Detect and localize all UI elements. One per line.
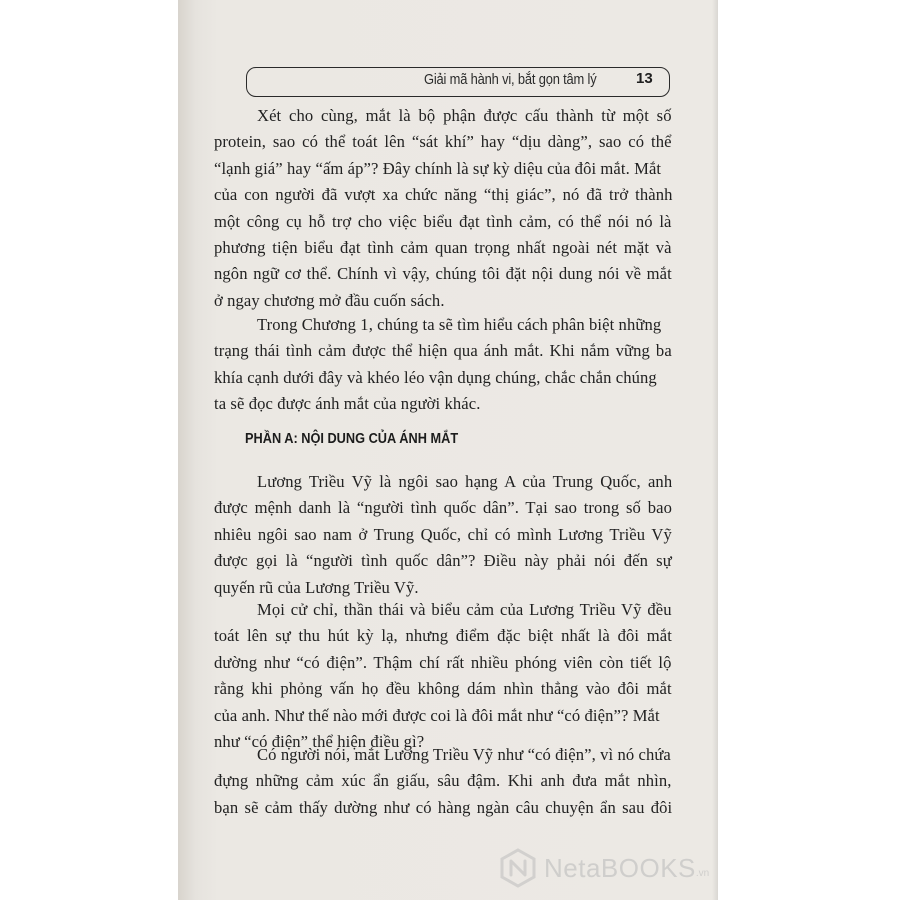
text-line: của anh. Như thế nào mới được coi là đôi mắt như “có điện”? Mắt — [214, 705, 660, 725]
text-line: khía cạnh dưới đây và khéo léo vận dụng chúng, chắc chắn chúng — [214, 367, 657, 387]
text-line: Lương Triều Vỹ là ngôi sao hạng A của Trung Quốc, anh — [257, 472, 673, 491]
watermark-suffix: .vn — [695, 867, 710, 879]
text-line: Có người nói, mắt Lương Triều Vỹ như “có điện”, vì nó chứa — [257, 745, 671, 764]
text-line: ngôn ngữ cơ thể. Chính vì vậy, chúng tôi đặt nội dung nói về mắt — [214, 264, 672, 284]
text-line: Xét cho cùng, mắt là bộ phận được cấu thành từ một số — [257, 106, 672, 125]
text-line: của con người đã vượt xa chức năng “thị giác”, nó đã trở thành — [214, 185, 673, 205]
watermark-brand: NetaBOOKS — [544, 852, 696, 883]
text-line: Trong Chương 1, chúng ta sẽ tìm hiểu cách phân biệt những — [257, 315, 662, 334]
text-line: phương tiện biểu đạt tình cảm quan trọng nhất ngoài nét mặt và — [214, 238, 672, 257]
text-line: ta sẽ đọc được ánh mắt của người khác. — [214, 394, 481, 414]
text-line: một công cụ hỗ trợ cho việc biểu đạt tình cảm, có thể nói nó là — [214, 211, 672, 231]
text-line: dường như “có điện”. Thậm chí rất nhiều phóng viên còn tiết lộ — [214, 652, 672, 672]
watermark — [498, 848, 709, 888]
section-heading: PHẦN A: NỘI DUNG CỦA ÁNH MẮT — [245, 431, 459, 447]
netabooks-logo-icon — [498, 848, 538, 888]
text-line: rằng khi phỏng vấn họ đều không dám nhìn thẳng vào đôi mắt — [214, 679, 672, 699]
text-line: quyến rũ của Lương Triều Vỹ. — [214, 577, 419, 597]
text-line: được mệnh danh là “người tình quốc dân”. Tại sao trong số bao — [214, 498, 672, 518]
text-line: đựng những cảm xúc ẩn giấu, sâu đậm. Khi anh đưa mắt nhìn, — [214, 771, 672, 791]
running-header-title: Giải mã hành vi, bắt gọn tâm lý — [424, 71, 597, 88]
text-line: protein, sao có thể toát lên “sát khí” hay “dịu dàng”, sao có thể — [214, 132, 672, 152]
text-line: ở ngay chương mở đầu cuốn sách. — [214, 290, 445, 310]
page-number: 13 — [636, 70, 653, 87]
text-line: như “có điện” thể hiện điều gì? — [214, 732, 425, 751]
text-line: “lạnh giá” hay “ấm áp”? Đây chính là sự kỳ diệu của đôi mắt. Mắt — [214, 158, 662, 178]
page-edge-shadow — [712, 0, 718, 900]
text-line: Mọi cử chỉ, thần thái và biểu cảm của Lương Triều Vỹ đều — [257, 600, 672, 619]
text-line: được gọi là “người tình quốc dân”? Điều này phải nói đến sự — [214, 551, 672, 571]
text-line: nhiêu ngôi sao nam ở Trung Quốc, chỉ có mình Lương Triều Vỹ — [214, 524, 672, 544]
text-line: trạng thái tình cảm được thể hiện qua ánh mắt. Khi nắm vững ba — [214, 341, 672, 361]
text-line: bạn sẽ cảm thấy dường như có hàng ngàn câu chuyện ẩn sau đôi — [214, 797, 673, 817]
text-line: toát lên sự thu hút kỳ lạ, nhưng điểm đặc biệt nhất là đôi mắt — [214, 626, 672, 646]
